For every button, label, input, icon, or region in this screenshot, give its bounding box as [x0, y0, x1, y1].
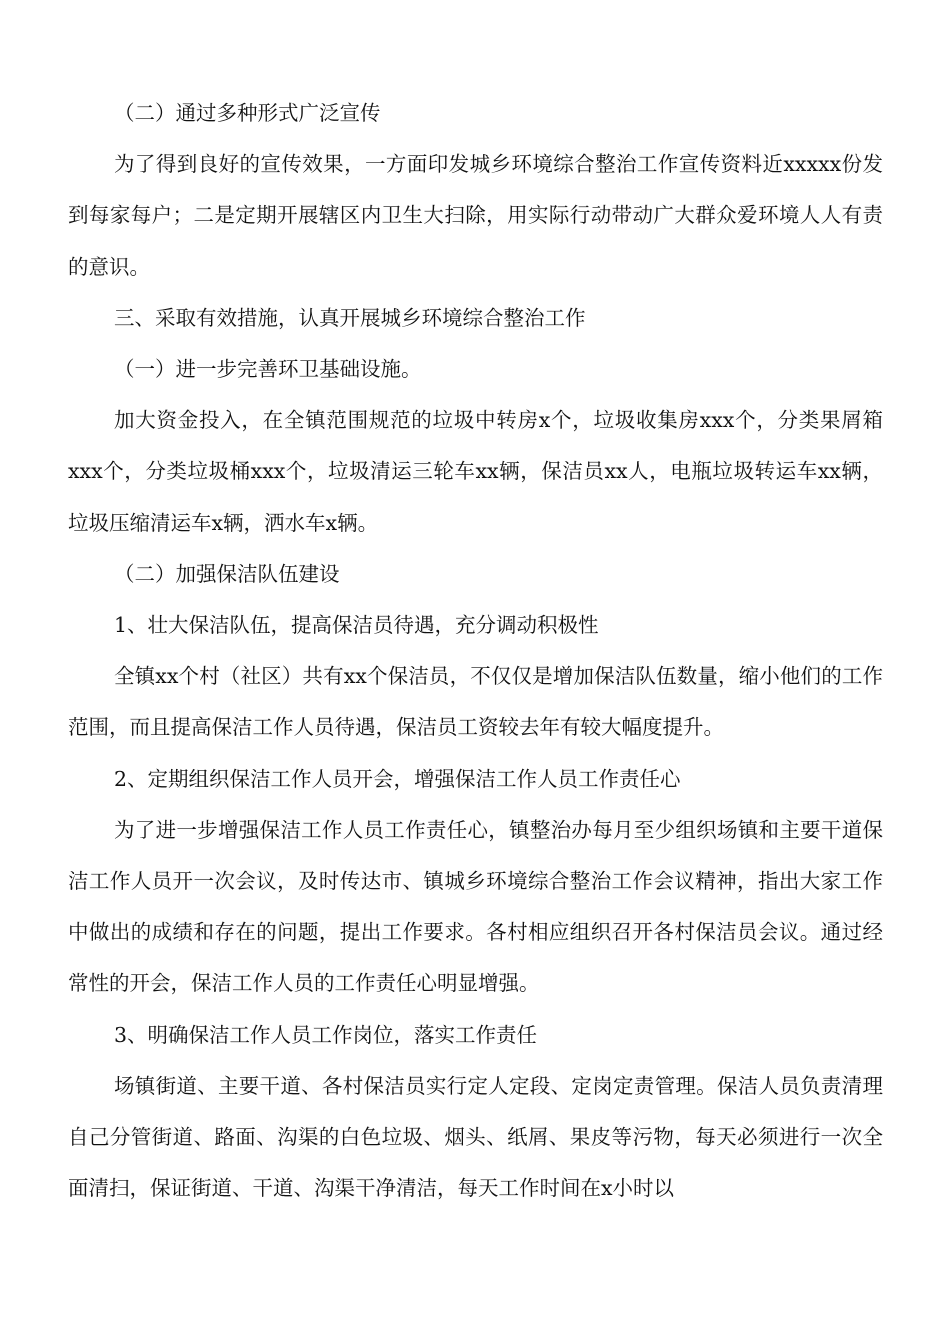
document-body — [68, 88, 883, 1214]
chapter-heading-measures: 三、采取有效措施，认真开展城乡环境综合整治工作 — [114, 305, 586, 330]
item-heading-1: 1、壮大保洁队伍，提高保洁员待遇，充分调动积极性 — [114, 613, 599, 638]
body-paragraph-meetings: 为了进一步增强保洁工作人员工作责任心，镇整治办每月至少组织场镇和主要干道保洁工作人员开一次会议，及时传达市、镇城乡环境综合整治工作会议精神，指出大家工作中做出的成绩和存在的问题，提出工作要求。各村相应组织召开各村保洁员会议。通过经常性的开会，保洁工作人员的工作责任心明显增强。 — [68, 817, 883, 996]
body-paragraph-responsibilities: 场镇街道、主要干道、各村保洁员实行定人定段、定岗定责管理。保洁人员负责清理自己分管街道、路面、沟渠的白色垃圾、烟头、纸屑、果皮等污物，每天必须进行一次全面清扫，保证街道、干道、沟渠干净清洁，每天工作时间在x小时以 — [68, 1073, 883, 1201]
section-heading-facilities: （一）进一步完善环卫基础设施。 — [114, 357, 422, 382]
section-heading-cleaning-team: （二）加强保洁队伍建设 — [114, 561, 340, 586]
body-paragraph-publicity: 为了得到良好的宣传效果，一方面印发城乡环境综合整治工作宣传资料近xxxxx份发到每家每户；二是定期开展辖区内卫生大扫除，用实际行动带动广大群众爱环境人人有责的意识。 — [68, 152, 883, 279]
section-heading-publicity: （二）通过多种形式广泛宣传 — [114, 101, 381, 125]
item-heading-2: 2、定期组织保洁工作人员开会，增强保洁工作人员工作责任心 — [114, 766, 681, 791]
item-heading-3: 3、明确保洁工作人员工作岗位，落实工作责任 — [114, 1022, 538, 1047]
body-paragraph-facilities: 加大资金投入，在全镇范围规范的垃圾中转房x个，垃圾收集房xxx个，分类果屑箱xxx个，分类垃圾桶xxx个，垃圾清运三轮车xx辆，保洁员xx人，电瓶垃圾转运车xx辆，垃圾压缩清运车x辆，洒水车x辆。 — [68, 408, 883, 535]
body-paragraph-team-size: 全镇xx个村（社区）共有xx个保洁员，不仅仅是增加保洁队伍数量，缩小他们的工作范围，而且提高保洁工作人员待遇，保洁员工资较去年有较大幅度提升。 — [68, 664, 883, 740]
